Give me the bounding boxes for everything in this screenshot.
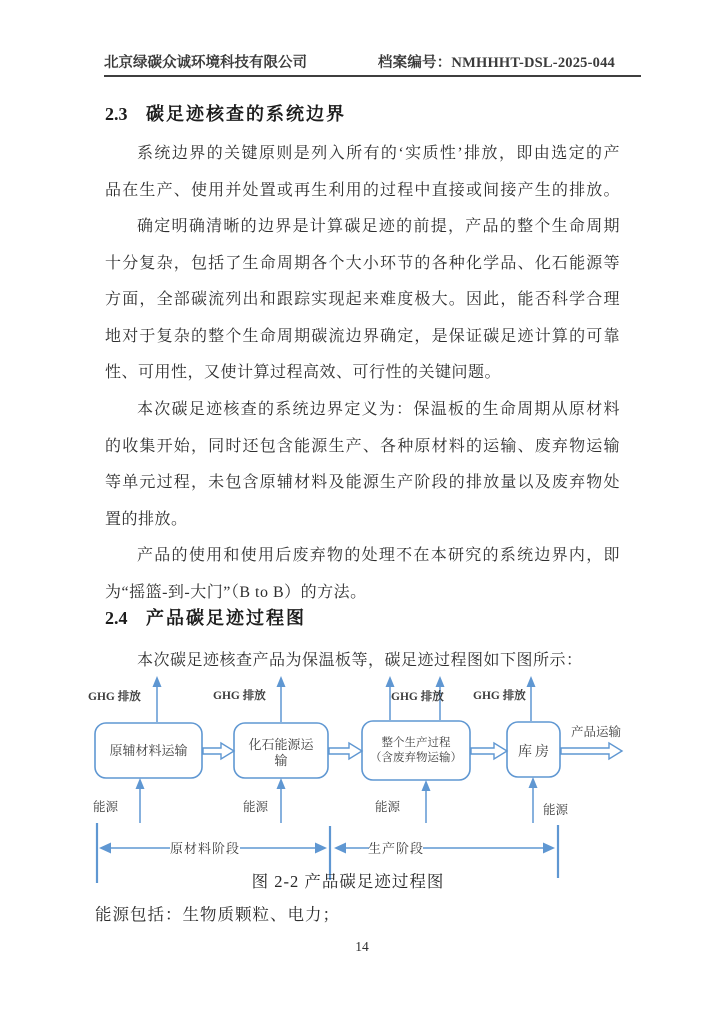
paragraph-1 [105,136,620,209]
text-line: 等单元过程，未包含原辅材料及能源生产阶段的排放量以及废弃物处 [105,474,620,491]
section-2-3-heading [105,100,620,126]
section-2-4-heading [105,604,620,630]
energy-label: 能源 [543,803,569,817]
paragraph-3 [105,392,620,538]
product-transport-label: 产品运输 [571,725,622,739]
text-line: 系统边界的关键原则是列入所有的‘实质性’排放，即由选定的产 [137,145,620,162]
figure-caption: 图 2-2 产品碳足迹过程图 [251,872,445,891]
ghg-emission-label: GHG 排放 [473,690,526,702]
text-line: 地对于复杂的整个生命周期碳流边界确定，是保证碳足迹计算的可靠 [105,327,620,345]
box-label: 输 [274,753,288,768]
stage-label-raw-material: 原材料阶段 [169,841,241,856]
process-flow-diagram [85,670,645,908]
page-number: 14 [355,939,369,954]
text-line: 方面，全部碳流列出和跟踪实现起来难度极大。因此，能否科学合理 [105,291,620,308]
box-label: 整个生产过程 [381,737,451,749]
text-line: 确定明确清晰的边界是计算碳足迹的前提，产品的整个生命周期 [137,218,620,235]
text-line: 为“摇篮-到-大门”（B to B）的方法。 [105,583,367,601]
paragraph-4 [105,538,620,611]
section-2-4-number: 2.4 [105,608,128,628]
energy-note: 能源包括：生物质颗粒、电力； [95,905,340,924]
text-line: 置的排放。 [105,510,188,528]
box-label: （含废弃物运输） [370,752,462,764]
paragraph-2 [105,209,620,392]
section-2-4-title: 产品碳足迹过程图 [146,608,306,628]
text-line: 十分复杂，包括了生命周期各个大小环节的各种化学品、化石能源等 [105,254,620,272]
text-line: 品在生产、使用并处置或再生利用的过程中直接或间接产生的排放。 [105,181,620,199]
text-line: 的收集开始，同时还包含能源生产、各种原材料的运输、废弃物运输 [105,437,620,455]
box-label: 化石能源运 [248,737,314,752]
text-line: 本次碳足迹核查产品为保温板等，碳足迹过程图如下图所示： [137,652,583,669]
energy-label: 能源 [243,800,269,814]
text-line: 性、可用性，又使计算过程高效、可行性的关键问题。 [105,364,502,381]
ghg-emission-label: GHG 排放 [213,690,266,702]
energy-arrow-icon [136,777,538,823]
section-2-3-number: 2.3 [105,104,128,124]
stage-label-production: 生产阶段 [367,841,425,856]
section-2-3-title: 碳足迹核查的系统边界 [146,104,346,124]
header-archive-number: 档案编号：NMHHHT-DSL-2025-044 [377,55,615,71]
box-label: 库房 [518,745,552,760]
box-label: 原辅材料运输 [109,743,188,758]
text-line: 本次碳足迹核查的系统边界定义为：保温板的生命周期从原材料 [137,401,620,418]
energy-label: 能源 [375,800,401,814]
ghg-emission-label: GHG 排放 [391,691,444,703]
energy-label: 能源 [93,800,119,814]
text-line: 产品的使用和使用后废弃物的处理不在本研究的系统边界内，即 [137,547,620,564]
ghg-emission-label: GHG 排放 [88,691,141,703]
process-box-production-process [362,721,470,780]
header-company-name: 北京绿碳众诚环境科技有限公司 [104,55,307,71]
page-header [104,50,641,77]
